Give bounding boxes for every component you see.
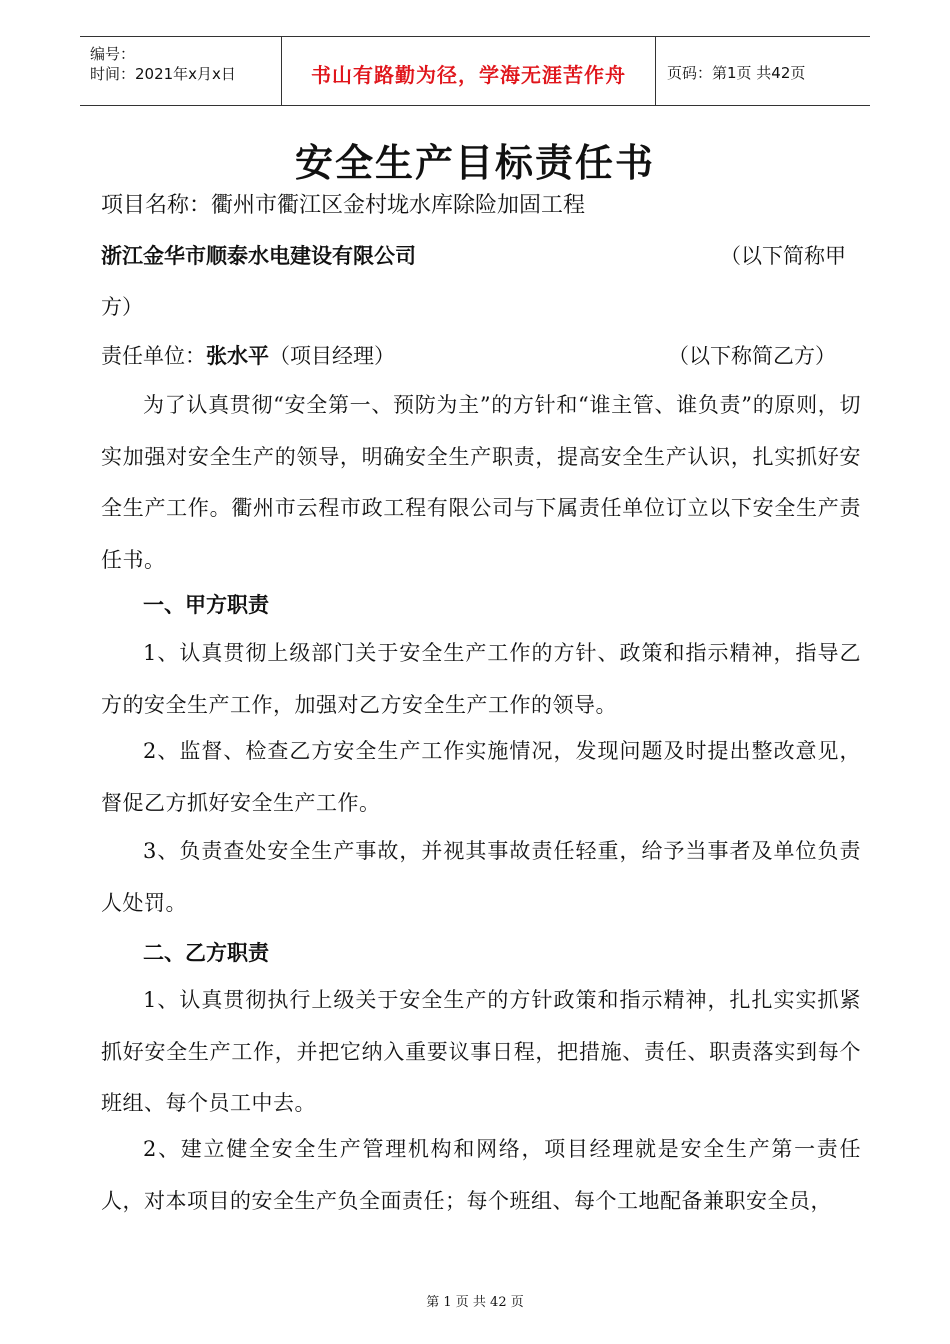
section-a-heading: 一、甲方职责	[143, 593, 269, 617]
section-b-item-2: 2、建立健全安全生产管理机构和网络，项目经理就是安全生产第一责任人，对本项目的安全生产负全面责任；每个班组、每个工地配备兼职安全员，	[101, 1137, 861, 1213]
party-b-role: （项目经理）	[269, 344, 395, 368]
section-a-item-3: 3、负责查处安全生产事故，并视其事故责任轻重，给予当事者及单位负责人处罚。	[101, 839, 861, 915]
document-title: 安全生产目标责任书	[294, 140, 655, 185]
time-label: 时间：2021年x月x日	[90, 65, 236, 83]
page-label: 页码：第1页 共42页	[667, 64, 806, 82]
party-b-note: （以下称简乙方）	[668, 344, 836, 368]
party-a-name: 浙江金华市顺泰水电建设有限公司	[101, 244, 416, 268]
project-line: 项目名称：衢州市衢江区金村垅水库除险加固工程	[101, 193, 586, 218]
number-label: 编号：	[90, 45, 136, 63]
section-b-heading: 二、乙方职责	[143, 941, 269, 965]
party-a-note-continued: 方）	[101, 295, 143, 319]
header-motto-cell	[281, 37, 656, 105]
header-meta-cell	[80, 37, 281, 105]
section-a-item-1: 1、认真贯彻上级部门关于安全生产工作的方针、政策和指示精神，指导乙方的安全生产工作，加强对乙方安全生产工作的领导。	[101, 641, 861, 717]
header-page-cell	[655, 37, 870, 105]
document-header	[80, 36, 870, 106]
party-b-label: 责任单位：	[101, 344, 206, 368]
party-b-name: 张水平	[206, 344, 269, 368]
section-b-item-1: 1、认真贯彻执行上级关于安全生产的方针政策和指示精神，扎扎实实抓紧抓好安全生产工作，并把它纳入重要议事日程，把措施、责任、职责落实到每个班组、每个员工中去。	[101, 988, 861, 1115]
intro-paragraph: 为了认真贯彻“安全第一、预防为主”的方针和“谁主管、谁负责”的原则，切实加强对安全生产的领导，明确安全生产职责，提高安全生产认识，扎实抓好安全生产工作。衢州市云程市政工程有限公司与下属责任单位订立以下安全生产责任书。	[101, 393, 861, 572]
motto: 书山有路勤为径，学海无涯苦作舟	[311, 63, 626, 87]
party-a-note: （以下简称甲	[720, 244, 846, 268]
section-a-item-2: 2、监督、检查乙方安全生产工作实施情况，发现问题及时提出整改意见，督促乙方抓好安全生产工作。	[101, 739, 861, 815]
page-footer: 第 1 页 共 42 页	[426, 1295, 524, 1310]
